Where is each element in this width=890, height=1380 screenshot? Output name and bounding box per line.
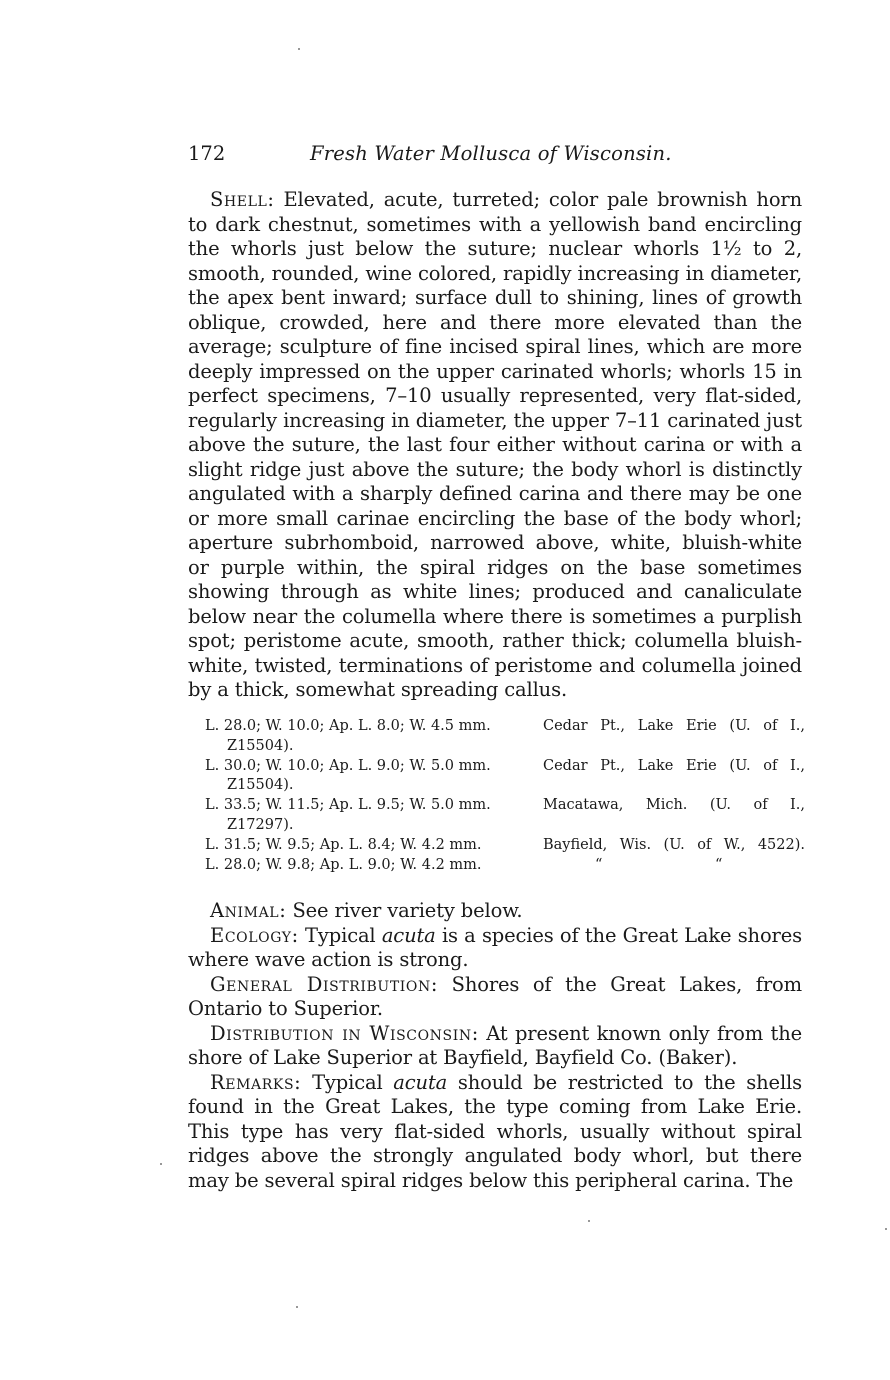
ecology-post: is a species of the Great Lake shores where wave action is strong. — [188, 923, 802, 971]
paper-speck — [160, 1163, 162, 1165]
remarks-label: Remarks: — [210, 1070, 302, 1094]
measurement-row — [205, 836, 805, 856]
measurement-dims: L. 28.0; W. 9.8; Ap. L. 9.0; W. 4.2 mm. — [205, 856, 482, 873]
remarks-post: should be restricted to the shells found in the Great Lakes, the type coming from Lake Erie. This type has very flat-sided whorls, usually without spiral ridges above the strongly angulated body whorl, but there may be several spiral ridges below this peripheral carina. The — [188, 1070, 802, 1192]
ditto-marks — [543, 856, 805, 876]
animal-text: See river variety below. — [292, 899, 523, 922]
measurement-dims: L. 30.0; W. 10.0; Ap. L. 9.0; W. 5.0 mm. — [205, 757, 491, 774]
ditto-mark: “ — [715, 856, 723, 873]
measurement-catalog: Z15504). — [227, 777, 294, 794]
general-distribution-paragraph — [188, 973, 802, 1022]
running-title: Fresh Water Mollusca of Wisconsin. — [310, 142, 672, 165]
ecology-pre: Typical — [305, 923, 376, 947]
shell-description — [188, 188, 802, 703]
measurement-row — [205, 856, 805, 876]
animal-paragraph — [188, 899, 802, 924]
shell-paragraph — [188, 188, 802, 703]
shell-text: Elevated, acute, turreted; color pale brownish horn to dark chestnut, sometimes with a yellowish band encircling the whorls just below the suture; nuclear whorls 1½ to 2, smooth, rounded, wine colored, rapidly increasing in diameter, the apex bent inward; surface dull to shining, lines of growth oblique, crowded, here and there more elevated than the average; sculpture of fine incised spiral lines, which are more deeply impressed on the upper carinated whorls; whorls 15 in perfect specimens, 7–10 usually represented, very flat-sided, regularly increasing in diameter, the upper 7–11 carinated just above the suture, the last four either without carina or with a slight ridge just above the suture; the body whorl is distinctly angulated with a sharply defined carina and there may be one or more small carinae encircling the base of the body whorl; aperture subrhomboid, narrowed above, white, bluish-white or purple within, the spiral ridges on the base sometimes showing through as white lines; produced and canaliculate below near the columella where there is sometimes a purplish spot; peristome acute, smooth, rather thick; columella bluish-white, twisted, terminations of peristome and columella joined by a thick, somewhat spreading callus. — [188, 188, 802, 701]
ecology-label: Ecology: — [210, 923, 299, 947]
distribution-wisconsin-label: Distribution in Wisconsin: — [210, 1021, 479, 1045]
distribution-wisconsin-paragraph — [188, 1022, 802, 1071]
general-distribution-label: General Distribution: — [210, 972, 438, 996]
paper-speck — [885, 1228, 887, 1230]
paper-speck — [298, 48, 300, 50]
measurement-catalog: Z17297). — [227, 816, 294, 833]
species-name: acuta — [381, 923, 436, 947]
measurement-dims: L. 31.5; W. 9.5; Ap. L. 8.4; W. 4.2 mm. — [205, 836, 482, 853]
page-number: 172 — [188, 142, 226, 165]
species-name: acuta — [393, 1070, 448, 1094]
paper-speck — [296, 1306, 298, 1308]
measurement-dims: L. 33.5; W. 11.5; Ap. L. 9.5; W. 5.0 mm. — [205, 797, 491, 814]
measurements-table — [205, 717, 805, 875]
measurement-catalog: Z15504). — [227, 737, 294, 754]
measurement-locality: Bayfield, Wis. (U. of W., 4522). — [543, 836, 805, 853]
paper-speck — [588, 1220, 590, 1222]
general-distribution-text: Shores of the Great Lakes, from Ontario to Superior. — [188, 972, 802, 1020]
measurement-dims: L. 28.0; W. 10.0; Ap. L. 8.0; W. 4.5 mm. — [205, 718, 491, 734]
measurement-locality: Macatawa, Mich. (U. of I., — [543, 797, 805, 814]
distribution-wisconsin-text: At present known only from the shore of Lake Superior at Bayfield, Bayfield Co. (Baker). — [188, 1021, 802, 1069]
page-header — [188, 142, 802, 168]
measurement-locality: Cedar Pt., Lake Erie (U. of I., — [543, 757, 805, 774]
ditto-mark: “ — [595, 856, 603, 873]
measurement-row — [205, 717, 805, 737]
shell-label: Shell: — [210, 188, 275, 211]
measurement-row — [205, 796, 805, 816]
animal-label: Animal: — [210, 899, 287, 922]
measurement-locality: Cedar Pt., Lake Erie (U. of I., — [543, 718, 805, 734]
measurement-row — [205, 757, 805, 777]
remarks-paragraph — [188, 1071, 802, 1194]
species-notes — [188, 899, 802, 1193]
remarks-pre: Typical — [312, 1070, 383, 1094]
ecology-paragraph — [188, 924, 802, 973]
